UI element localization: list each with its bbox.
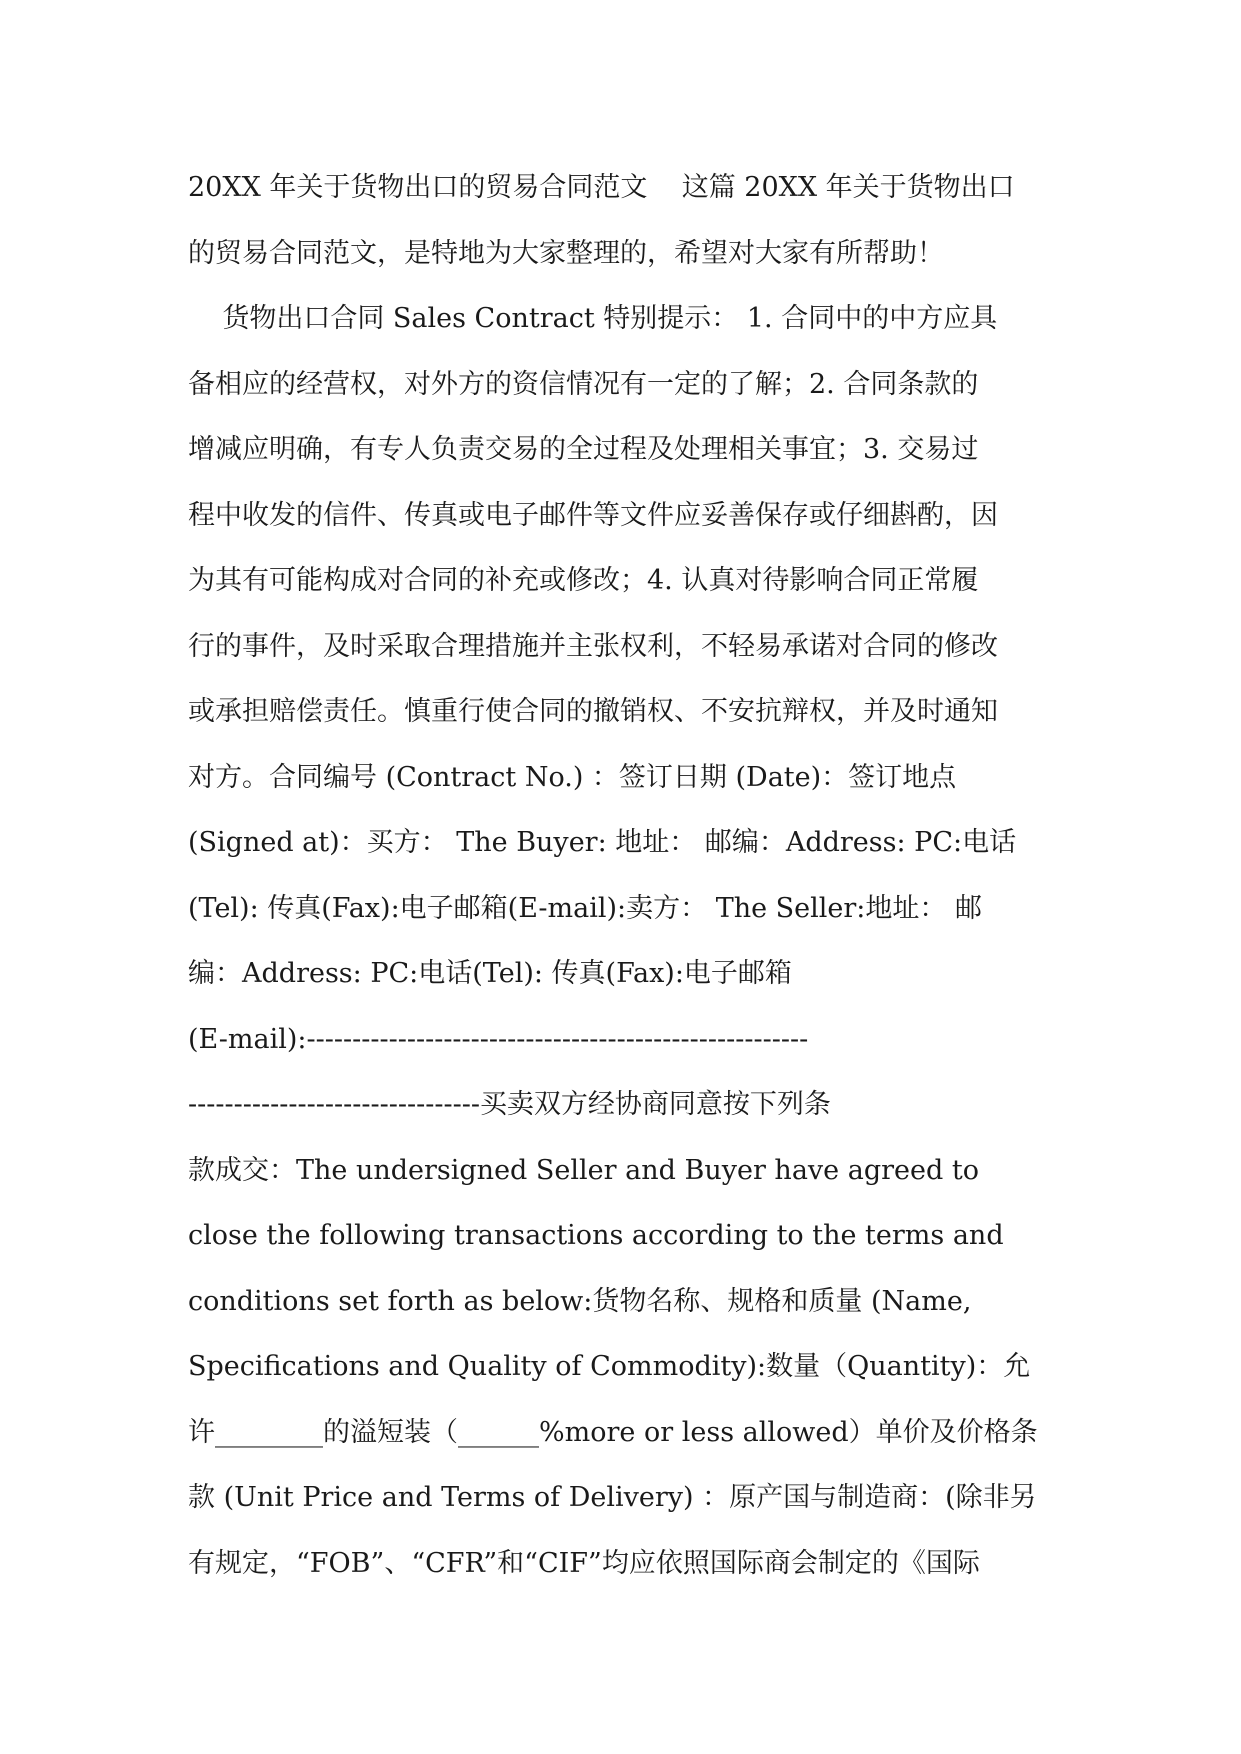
text-line: (E-mail):------------------------------------------------------- [188,1023,809,1055]
text-line: 行的事件，及时采取合理措施并主张权利，不轻易承诺对合同的修改 [188,630,998,662]
text-line: 有规定，“FOB”、“CFR”和“CIF”均应依照国际商会制定的《国际 [188,1547,980,1579]
text-line: 许________的溢短装（______%more or less allowed）单价及价格条 [188,1416,1038,1448]
text-line: 20XX 年关于货物出口的贸易合同范文 这篇 20XX 年关于货物出口 [188,172,1015,203]
text-line: 款 (Unit Price and Terms of Delivery) ：原产国与制造商：(除非另 [188,1482,1037,1513]
contract-body-text [188,155,1053,1596]
text-line: 的贸易合同范文，是特地为大家整理的，希望对大家有所帮助！ [188,237,944,269]
text-line: 对方。合同编号 (Contract No.) ：签订日期 (Date)：签订地点 [188,761,957,793]
text-line: close the following transactions according to the terms and [188,1220,1004,1251]
text-line: (Signed at)：买方： The Buyer: 地址： 邮编：Address: PC:电话 [188,827,1017,858]
text-line: Specifications and Quality of Commodity):数量（Quantity)：允 [188,1351,1031,1382]
text-line: 款成交：The undersigned Seller and Buyer have agreed to [188,1154,979,1186]
text-line: --------------------------------买卖双方经协商同意按下列条 [188,1089,831,1120]
text-line: 货物出口合同 Sales Contract 特别提示： 1. 合同中的中方应具 [188,303,998,334]
text-line: 增减应明确，有专人负责交易的全过程及处理相关事宜；3. 交易过 [188,434,979,465]
text-line: 备相应的经营权，对外方的资信情况有一定的了解；2. 合同条款的 [188,368,979,400]
text-line: 为其有可能构成对合同的补充或修改；4. 认真对待影响合同正常履 [188,565,979,596]
text-line: (Tel): 传真(Fax):电子邮箱(E-mail):卖方： The Seller:地址： 邮 [188,892,982,924]
text-line: 或承担赔偿责任。慎重行使合同的撤销权、不安抗辩权，并及时通知 [188,696,998,727]
text-line: 程中收发的信件、传真或电子邮件等文件应妥善保存或仔细斟酌，因 [188,499,998,531]
text-line: conditions set forth as below:货物名称、规格和质量 (Name, [188,1285,972,1317]
text-line: 编：Address: PC:电话(Tel): 传真(Fax):电子邮箱 [188,958,792,989]
